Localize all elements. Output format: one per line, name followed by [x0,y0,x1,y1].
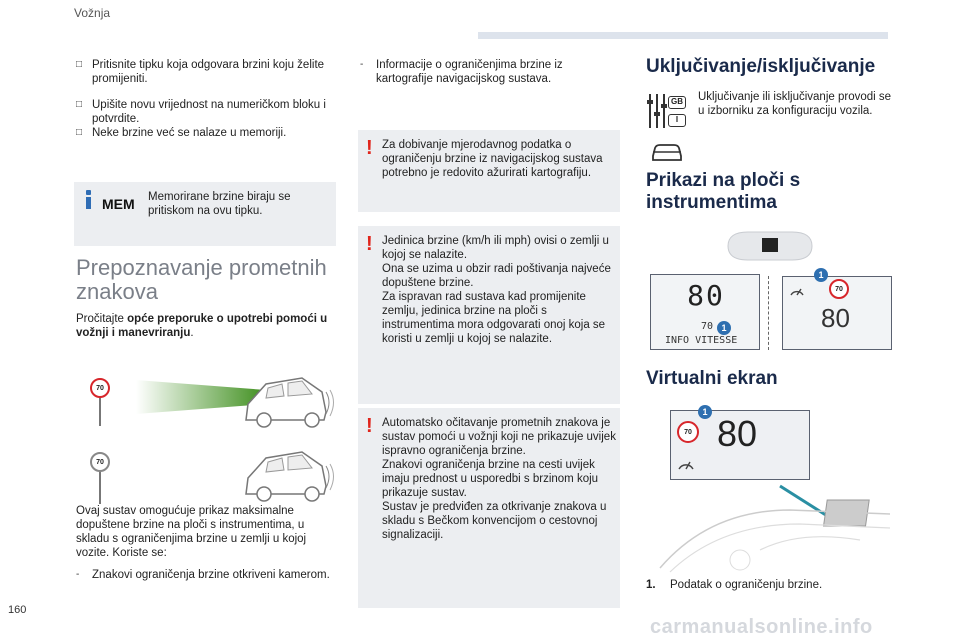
legend-text: Podatak o ograničenju brzine. [670,579,823,591]
bullet-icon: □ [76,127,83,138]
info-label: I [668,114,686,127]
instructions [76,58,336,140]
warning-box: ! Jedinica brzine (km/h ili mph) ovisi o zemlji u kojoj se nalazite. Ona se uzima u obzir radi poštivanja najveće dopuštene brzine. Za ispravan rad sustava kad promijenite zemlju, jedinica brzine na ploči s instrumentima mora odgovarati onoj koja se koristi u zemlji u kojoj se nalazite. [358,226,620,404]
info-text: Memorirane brzine biraju se pritiskom na ovu tipku. [148,191,291,217]
description-paragraph: Ovaj sustav omogućuje prikaz maksimalne dopuštene brzine na ploči s instrumentima, u skladu s ograničenjima brzine u zemlji u kojoj vozite. Koriste se: [76,505,307,559]
bullet-item: □ Upišite novu vrijednost na numeričkom bloku i potvrdite. [76,99,326,125]
instrument-panel-display [782,276,892,350]
mem-key-label: MEM [102,196,135,212]
section-heading: Virtualni ekran [646,368,778,389]
config-menu-icon [646,92,690,132]
header-bar [478,32,888,39]
instrument-cluster-display [650,274,760,350]
callout-badge: 1 [814,268,828,282]
warning-box: ! Za dobivanje mjerodavnog podatka o ograničenju brzine iz navigacijskog sustava potrebno je redovito ažurirati kartografiju. [358,130,620,212]
info-box [74,182,336,246]
info-icon [86,190,91,210]
speed-sign-icon: 70 [90,378,110,398]
virtual-screen-display [670,410,810,480]
virtual-speed: 80 [717,413,758,454]
separator [768,276,774,350]
dashboard-icon [726,228,814,264]
footer-watermark: carmanualsonline.info [650,616,873,638]
section-heading: Prepoznavanje prometnih znakova [76,255,327,304]
speed-sign-icon: 70 [677,421,699,443]
dash-item: - Informacije o ograničenjima brzine iz kartografije navigacijskog sustava. [360,59,563,85]
cluster-info-label: INFO VITESSE [665,335,738,346]
car-no-detection-illustration [76,440,338,508]
bullet-item: □ Neke brzine već se nalaze u memoriji. [76,127,287,139]
warning-icon: ! [366,415,373,437]
cluster-speed: 80 [687,279,725,312]
callout-badge: 1 [717,321,731,335]
panel-speed: 80 [821,303,850,333]
bullet-icon: □ [76,99,83,110]
section-heading: Uključivanje/isključivanje [646,56,876,77]
cluster-limit: 70 [701,321,714,332]
speed-sign-icon: 70 [829,279,849,299]
car-interior-illustration [650,480,890,576]
callout-badge: 1 [698,405,712,419]
warning-icon: ! [366,233,373,255]
warning-icon: ! [366,137,373,159]
car-icon [650,140,684,162]
language-label: GB [668,96,686,109]
read-note: Pročitajte opće preporuke o upotrebi pomoći u vožnji i manevriranju. [76,313,328,339]
bullet-icon: □ [76,59,83,70]
speed-sign-icon: 70 [90,452,110,472]
page-number: 160 [8,604,27,616]
legend-number: 1. [646,579,656,591]
section-header: Vožnja [74,6,111,20]
dash-item: - Znakovi ograničenja brzine otkriveni kamerom. [76,569,330,581]
bullet-item: □ Pritisnite tipku koja odgovara brzini koju želite promijeniti. [76,59,325,85]
speedometer-icon [789,283,805,297]
section-heading: Prikazi na ploči s instrumentima [646,170,801,213]
warning-box: ! Automatsko očitavanje prometnih znakova je sustav pomoći u vožnji koji ne prikazuje uvijek ispravno ograničenja brzine. Znakovi ograničenja brzine na cesti uvijek imaju prednost u usporedbi s brzinom koju prikazuje sustav. Sustav je predviđen za otkrivanje znakova u skladu s Bečkom konvencijom o cestovnoj signalizaciji. [358,408,620,608]
speedometer-icon [677,455,695,471]
car-detection-illustration [76,362,338,430]
onoff-text: Uključivanje ili isključivanje provodi se u izborniku za konfiguraciju vozila. [698,91,892,117]
